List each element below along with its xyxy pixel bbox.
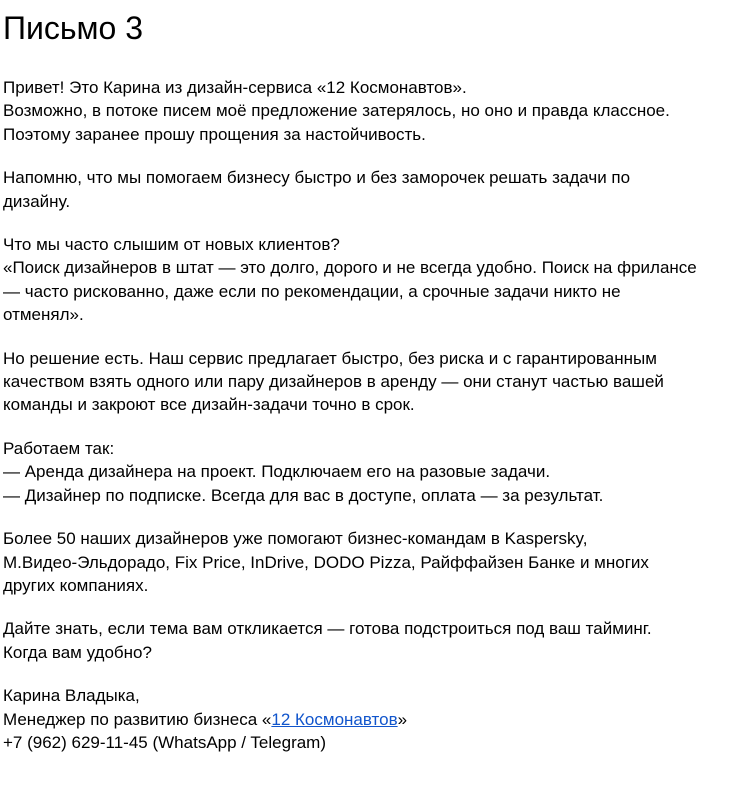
text-line: — часто рискованно, даже если по рекомендации, а срочные задачи никто не xyxy=(3,281,621,301)
signature xyxy=(3,684,751,754)
text-line: «Поиск дизайнеров в штат — это долго, дорого и не всегда удобно. Поиск на фрилансе xyxy=(3,258,697,278)
email-letter xyxy=(0,10,751,754)
text-line: Что мы часто слышим от новых клиентов? xyxy=(3,235,340,255)
list-item: — Аренда дизайнера на проект. Подключаем его на разовые задачи. xyxy=(3,462,551,482)
text-line: других компаниях. xyxy=(3,575,149,595)
letter-body xyxy=(3,76,751,754)
text-line: М.Видео-Эльдорадо, Fix Price, InDrive, DODO Pizza, Райффайзен Банке и многих xyxy=(3,552,649,572)
paragraph-solution xyxy=(3,347,751,417)
text-line: дизайну. xyxy=(3,191,71,211)
text-line: Напомню, что мы помогаем бизнесу быстро и без заморочек решать задачи по xyxy=(3,168,631,188)
text-line: команды и закроют все дизайн-задачи точно в срок. xyxy=(3,395,415,415)
text-line: Но решение есть. Наш сервис предлагает быстро, без риска и с гарантированным xyxy=(3,348,657,368)
text-line: Поэтому заранее прошу прощения за настойчивость. xyxy=(3,124,426,144)
company-link[interactable]: 12 Космонавтов xyxy=(271,709,398,729)
text-line: Работаем так: xyxy=(3,438,115,458)
text-line: Привет! Это Карина из дизайн-сервиса «12 Космонавтов». xyxy=(3,78,467,97)
text-line: Возможно, в потоке писем моё предложение затерялось, но оно и правда классное. xyxy=(3,101,670,121)
paragraph-client-quote xyxy=(3,233,751,327)
paragraph-call-to-action xyxy=(3,617,751,664)
signature-role xyxy=(3,708,751,731)
signature-role-suffix: » xyxy=(397,709,408,729)
text-line: отменял». xyxy=(3,305,84,325)
signature-name: Карина Владыка, xyxy=(3,686,140,706)
signature-role-prefix: Менеджер по развитию бизнеса « xyxy=(3,709,272,729)
paragraph-how-we-work xyxy=(3,437,751,507)
text-line: Более 50 наших дизайнеров уже помогают бизнес-командам в Kaspersky, xyxy=(3,529,588,549)
text-line: качеством взять одного или пару дизайнеров в аренду — они станут частью вашей xyxy=(3,372,664,392)
text-line: Когда вам удобно? xyxy=(3,642,152,662)
paragraph-greeting xyxy=(3,76,751,146)
letter-title: Письмо 3 xyxy=(3,10,144,46)
text-line: Дайте знать, если тема вам откликается — готова подстроиться под ваш тайминг. xyxy=(3,619,652,639)
paragraph-reminder xyxy=(3,166,751,213)
list-item: — Дизайнер по подписке. Всегда для вас в доступе, оплата — за результат. xyxy=(3,485,604,505)
paragraph-clients xyxy=(3,527,751,597)
signature-contact: +7 (962) 629-11-45 (WhatsApp / Telegram) xyxy=(3,732,327,752)
